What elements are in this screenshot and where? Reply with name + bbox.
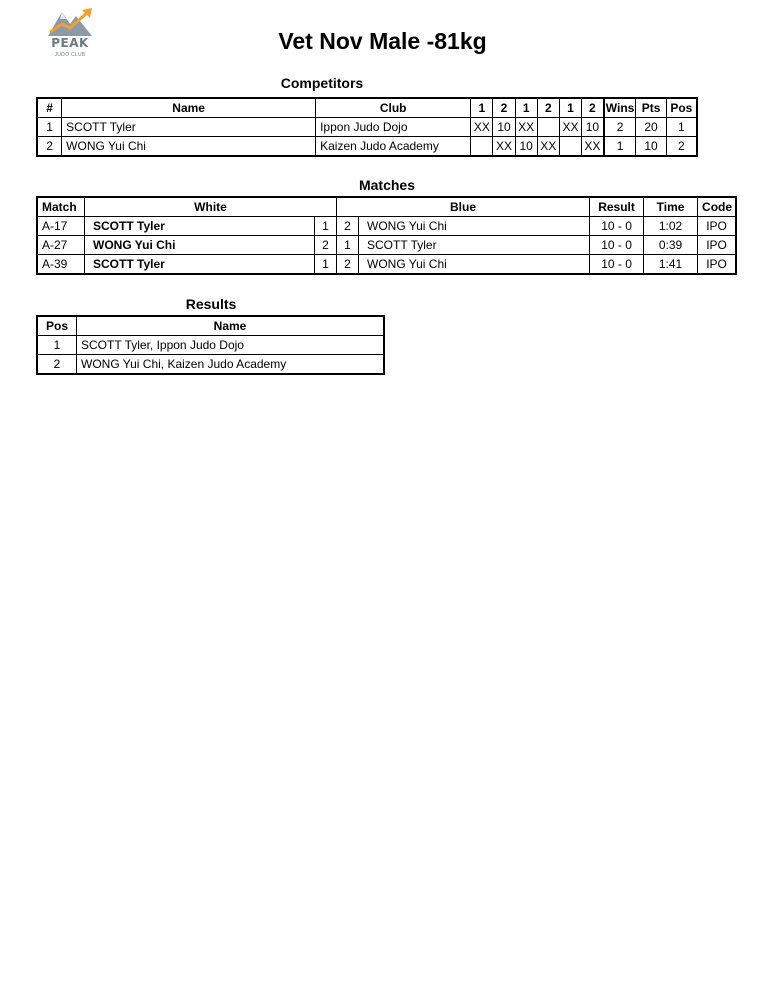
table-row bbox=[38, 236, 736, 255]
col-match-1: 1 bbox=[471, 99, 493, 118]
match-cell: XX bbox=[471, 118, 493, 137]
col-position: Pos bbox=[666, 99, 696, 118]
col-match-5: 1 bbox=[559, 99, 581, 118]
match-cell: 10 bbox=[493, 118, 515, 137]
table-row bbox=[38, 118, 697, 137]
blue-number: 2 bbox=[337, 217, 359, 236]
match-time: 1:02 bbox=[644, 217, 698, 236]
match-cell bbox=[537, 118, 559, 137]
competitor-wins: 1 bbox=[604, 137, 636, 156]
match-code: IPO bbox=[698, 217, 736, 236]
table-row bbox=[38, 336, 384, 355]
table-row bbox=[38, 355, 384, 374]
col-result-name: Name bbox=[77, 317, 384, 336]
results-table bbox=[37, 316, 384, 374]
match-cell: XX bbox=[515, 118, 537, 137]
blue-number: 1 bbox=[337, 236, 359, 255]
competitors-header-row bbox=[38, 99, 697, 118]
col-code: Code bbox=[698, 198, 736, 217]
competitors-heading: Competitors bbox=[280, 75, 364, 91]
col-time: Time bbox=[644, 198, 698, 217]
col-match-6: 2 bbox=[582, 99, 604, 118]
col-match: Match bbox=[38, 198, 85, 217]
match-cell bbox=[471, 137, 493, 156]
page-title: Vet Nov Male -81kg bbox=[278, 28, 487, 54]
white-player: SCOTT Tyler bbox=[85, 255, 315, 274]
match-cell: 10 bbox=[582, 118, 604, 137]
competitor-club: Ippon Judo Dojo bbox=[316, 118, 471, 137]
blue-number: 2 bbox=[337, 255, 359, 274]
col-name: Name bbox=[62, 99, 316, 118]
col-match-3: 1 bbox=[515, 99, 537, 118]
col-wins: Wins bbox=[604, 99, 636, 118]
competitor-wins: 2 bbox=[604, 118, 636, 137]
competitor-name: SCOTT Tyler bbox=[62, 118, 316, 137]
col-match-2: 2 bbox=[493, 99, 515, 118]
logo-subtitle: JUDO CLUB bbox=[54, 52, 86, 58]
match-time: 1:41 bbox=[644, 255, 698, 274]
match-cell bbox=[559, 137, 581, 156]
table-row bbox=[38, 217, 736, 236]
competitor-position: 1 bbox=[666, 118, 696, 137]
blue-player: WONG Yui Chi bbox=[359, 255, 590, 274]
match-id: A-27 bbox=[38, 236, 85, 255]
competitors-table bbox=[37, 98, 697, 156]
results-heading: Results bbox=[185, 296, 237, 312]
competitor-points: 20 bbox=[636, 118, 666, 137]
result-position: 1 bbox=[38, 336, 77, 355]
match-cell: XX bbox=[537, 137, 559, 156]
match-result: 10 - 0 bbox=[590, 217, 644, 236]
match-id: A-17 bbox=[38, 217, 85, 236]
col-points: Pts bbox=[636, 99, 666, 118]
match-time: 0:39 bbox=[644, 236, 698, 255]
table-row bbox=[38, 255, 736, 274]
blue-player: WONG Yui Chi bbox=[359, 217, 590, 236]
match-cell: XX bbox=[582, 137, 604, 156]
table-row bbox=[38, 137, 697, 156]
result-name: SCOTT Tyler, Ippon Judo Dojo bbox=[77, 336, 384, 355]
white-player: WONG Yui Chi bbox=[85, 236, 315, 255]
logo-word: PEAK bbox=[51, 36, 89, 50]
blue-player: SCOTT Tyler bbox=[359, 236, 590, 255]
match-cell: XX bbox=[493, 137, 515, 156]
result-name: WONG Yui Chi, Kaizen Judo Academy bbox=[77, 355, 384, 374]
competitor-club: Kaizen Judo Academy bbox=[316, 137, 471, 156]
white-number: 1 bbox=[315, 255, 337, 274]
competitor-number: 2 bbox=[38, 137, 62, 156]
col-match-4: 2 bbox=[537, 99, 559, 118]
matches-header-row bbox=[38, 198, 736, 217]
col-blue: Blue bbox=[337, 198, 590, 217]
white-number: 1 bbox=[315, 217, 337, 236]
col-number: # bbox=[38, 99, 62, 118]
match-cell: XX bbox=[559, 118, 581, 137]
match-code: IPO bbox=[698, 236, 736, 255]
matches-heading: Matches bbox=[358, 177, 416, 193]
col-result: Result bbox=[590, 198, 644, 217]
result-position: 2 bbox=[38, 355, 77, 374]
competitor-points: 10 bbox=[636, 137, 666, 156]
white-number: 2 bbox=[315, 236, 337, 255]
match-result: 10 - 0 bbox=[590, 236, 644, 255]
col-white: White bbox=[85, 198, 337, 217]
competitor-number: 1 bbox=[38, 118, 62, 137]
col-pos: Pos bbox=[38, 317, 77, 336]
competitor-name: WONG Yui Chi bbox=[62, 137, 316, 156]
matches-table bbox=[37, 197, 736, 274]
competitor-position: 2 bbox=[666, 137, 696, 156]
match-result: 10 - 0 bbox=[590, 255, 644, 274]
match-id: A-39 bbox=[38, 255, 85, 274]
match-code: IPO bbox=[698, 255, 736, 274]
col-club: Club bbox=[316, 99, 471, 118]
match-cell: 10 bbox=[515, 137, 537, 156]
white-player: SCOTT Tyler bbox=[85, 217, 315, 236]
results-header-row bbox=[38, 317, 384, 336]
